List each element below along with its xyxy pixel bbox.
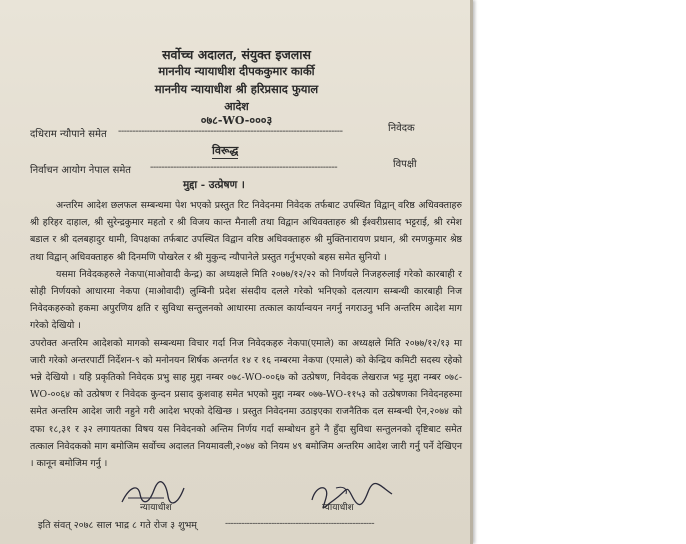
- versus-label: विरूद्ध: [212, 144, 239, 157]
- respondent-role: विपक्षी: [393, 159, 417, 170]
- order-body: [30, 197, 462, 472]
- petitioner-name: दधिराम न्यौपाने समेत: [30, 129, 107, 140]
- order-label: आदेश: [224, 100, 249, 113]
- case-number: ०७८-WO-०००३: [200, 114, 273, 127]
- footer-date: इति संवत् २०७८ साल भाद्र ८ गते रोज ३ शुभम्: [38, 520, 197, 531]
- judge-2: माननीय न्यायाधीश श्री हरिप्रसाद फुयाल: [154, 82, 319, 96]
- paragraph-claim: यसमा निवेदकहरुले नेकपा(माओवादी केन्द्र) का अध्यक्षले मिति २०७७/१२/२२ को निर्णयले निजहरुलाई गरेको कारबाही र सोही निर्णयको आधारमा नेकपा (माओवादी) लुम्बिनी प्रदेश संसदीय दलले गरेको भनिएको दलत्याग सम्बन्धी कारबाही निज निवेदकहरुको हकमा अपुरणिय क्षति र सुविधा सन्तुलनको आधारमा तत्काल कार्यान्वयन नगर्नु नगराउनु भनि अन्तरिम आदेश माग गरेको देखियो ।: [30, 268, 462, 332]
- footer-dash-line: -------------------------------------------------------: [225, 518, 375, 529]
- paragraph-decision: उपरोक्त अन्तरिम आदेशको मागको सम्बन्धमा विचार गर्दा निज निवेदकहरु नेकपा(एमाले) का अध्यक्षले मिति २०७७/१२/१३ मा जारी गरेको अन्तरपार्टी निर्देशन-९ को मनोनयन शिर्षक अन्तर्गत १४ र १६ नम्बरमा नेकपा (एमाले) को केन्द्रिय कमिटी सदस्य रहेको भन्ने देखियो । यहि प्रकृतिको निवेदक प्रभु साह मुद्दा नम्बर ०७८-WO-००६७ को उत्प्रेषण, निवेदक लेखराज भट्ट मुद्दा नम्बर ०७८-WO-००६४ को उत्प्रेषण र निवेदक कुन्दन प्रसाद कुशवाह समेत भएको मुद्दा नम्बर ०७७-WO-११५३ को उत्प्रेषणका निवेदनहरुमा समेत अन्तरिम आदेश जारी नहुने गरी आदेश भएको देखिन्छ । प्रस्तुत निवेदनमा उठाइएका राजनैतिक दल सम्बन्धी ऐन,२०७४ को दफा १८,३१ र ३२ लगायतका विषय यस निवेदनको अन्तिम निर्णय गर्दा सम्बोधन हुने नै हुँदा सुविधा सन्तुलनको दृष्टिबाट समेत तत्काल निवेदकको माग बमोजिम सर्वोच्च अदालत नियमावली,२०७४ को नियम ४९ बमोजिम अन्तरिम आदेश जारी गर्नु पर्ने देखिएन । कानून बमोजिम गर्नु ।: [30, 337, 462, 470]
- respondent-name: निर्वाचन आयोग नेपाल समेत: [30, 165, 132, 176]
- petitioner-dash-line: ------------------------------------------------------------------------------: [118, 126, 343, 137]
- left-signature-caption: न्यायाधीश: [140, 503, 172, 513]
- right-signature-caption: न्यायाधीश: [322, 503, 354, 513]
- case-subject: मुद्दा - उत्प्रेषण ।: [183, 179, 245, 191]
- court-title: सर्वोच्च अदालत, संयुक्त इजलास: [162, 47, 311, 62]
- respondent-dash-line: -----------------------------------------------------------------: [150, 162, 338, 173]
- petitioner-role: निवेदक: [388, 123, 415, 134]
- judge-1: माननीय न्यायाधीश दीपककुमार कार्की: [158, 64, 315, 78]
- paragraph-hearing: अन्तरिम आदेश छलफल सम्बन्धमा पेश भएको प्रस्तुत रिट निवेदनमा निवेदक तर्फबाट उपस्थित विद्वान् वरिष्ठ अधिवक्ताहरु श्री हरिहर दाहाल, श्री सुरेन्द्रकुमार महतो र श्री विजय कान्त मैनाली तथा विद्वान अधिवक्ताहरु श्री ईश्वरीप्रसाद भट्टराई, श्री रमेश बडाल र श्री दलबहादुर धामी, विपक्षका तर्फबाट उपस्थित विद्वान वरिष्ठ अधिवक्ताहरु श्री मुक्तिनारायण प्रधान, श्री रमणकुमार श्रेष्ठ तथा विद्वान् अधिवक्ताहरु श्री दिनमणि पोखरेल र श्री मुकुन्द न्यौपानेले प्रस्तुत गर्नुभएको बहस समेत सुनियो ।: [30, 200, 462, 263]
